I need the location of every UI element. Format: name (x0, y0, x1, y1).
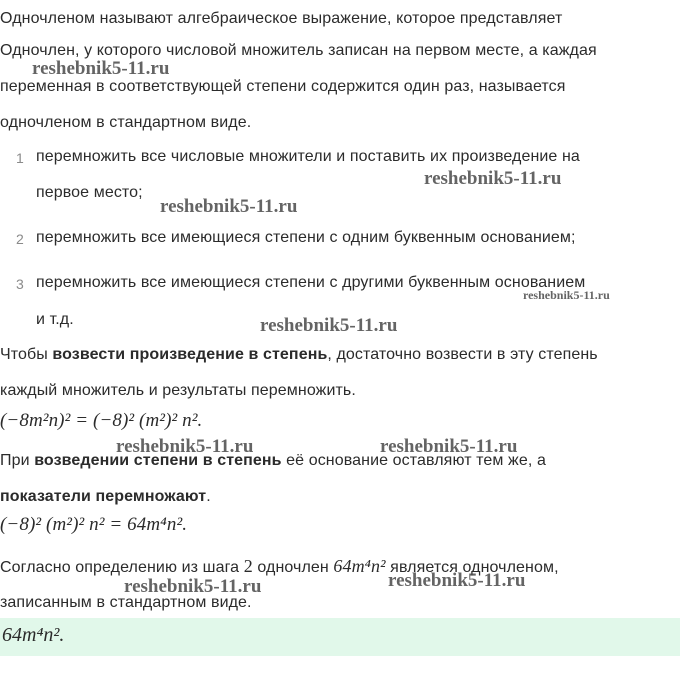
power-of-power-text-after: её основание оставляют тем же, а (281, 452, 546, 469)
definition-line-1: Одночленом называют алгебраическое выражение, которое представляет (0, 10, 563, 27)
power-rule-bold: возвести произведение в степень (52, 346, 328, 363)
power-of-power-line-2 (0, 488, 211, 506)
power-rule-text-after: , достаточно возвести в эту степень (327, 346, 598, 363)
conclusion-text-middle: одночлен (252, 559, 334, 576)
answer-box (0, 618, 680, 656)
power-rule-line-2: каждый множитель и результаты перемножить. (0, 382, 356, 399)
period: . (206, 488, 211, 505)
answer-expression: 64m⁴n². (2, 624, 65, 646)
power-of-power-text: При (0, 452, 35, 469)
monomial-expression: 64m⁴n² (333, 556, 386, 576)
power-rule-text: Чтобы (0, 346, 53, 363)
step-3-text-line-1: перемножить все имеющиеся степени с другими буквенным основанием (36, 274, 586, 291)
standard-form-line-3: одночленом в стандартном виде. (0, 114, 252, 131)
watermark: reshebnik5-11.ru (116, 436, 254, 457)
equation-2: (−8)² (m²)² n² = 64m⁴n². (0, 514, 188, 535)
conclusion-text-after: является одночленом, (385, 559, 559, 576)
power-of-power-bold: возведении степени в степень (34, 452, 282, 469)
step-1-text-line-2: первое место; (36, 184, 143, 201)
equation-1: (−8m²n)² = (−8)² (m²)² n². (0, 410, 203, 431)
step-1-number: 1 (16, 150, 24, 166)
watermark: reshebnik5-11.ru (380, 436, 518, 457)
watermark: reshebnik5-11.ru (160, 196, 298, 217)
watermark: reshebnik5-11.ru (523, 288, 610, 302)
watermark: reshebnik5-11.ru (424, 168, 562, 189)
power-rule-line-1 (0, 346, 598, 364)
watermark: reshebnik5-11.ru (260, 315, 398, 336)
standard-form-line-1: Одночлен, у которого числовой множитель записан на первом месте, а каждая (0, 42, 597, 59)
standard-form-line-2: переменная в соответствующей степени содержится один раз, называется (0, 78, 566, 95)
step-2-number: 2 (16, 231, 24, 247)
conclusion-line-2: записанным в стандартном виде. (0, 594, 252, 611)
exponents-multiply-bold: показатели перемножают (0, 488, 207, 505)
step-1-text-line-1: перемножить все числовые множители и поставить их произведение на (36, 148, 580, 165)
step-2-text: перемножить все имеющиеся степени с одним буквенным основанием; (36, 229, 576, 246)
watermark: reshebnik5-11.ru (388, 570, 526, 591)
watermark: reshebnik5-11.ru (124, 576, 262, 597)
conclusion-text: Согласно определению из шага (0, 559, 244, 576)
step-reference: 2 (243, 556, 253, 576)
step-3-text-line-2: и т.д. (36, 311, 74, 328)
step-3-number: 3 (16, 276, 24, 292)
watermark: reshebnik5-11.ru (32, 58, 170, 79)
